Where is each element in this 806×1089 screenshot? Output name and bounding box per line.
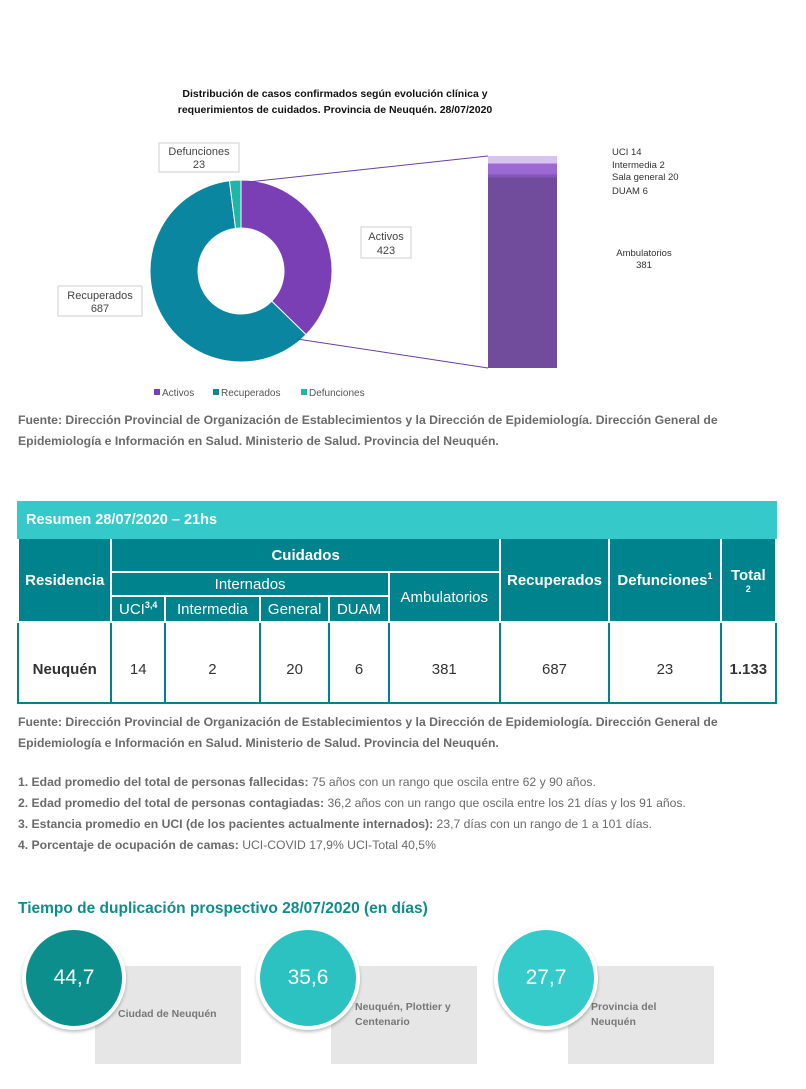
cell-intermedia: 2 — [165, 622, 260, 703]
footnote-3-text: 23,7 días con un rango de 1 a 101 días. — [433, 817, 653, 831]
footnote-3-label: 3. Estancia promedio en UCI (de los pacientes actualmente internados): — [18, 817, 434, 831]
duplication-label-provincia-line2: Neuquén — [591, 1016, 636, 1028]
summary-table — [17, 501, 777, 704]
footnote-4 — [18, 835, 738, 856]
cell-defunciones: 23 — [609, 622, 720, 703]
footnote-3 — [18, 814, 738, 835]
chart-title — [150, 86, 520, 118]
chart-title-line-2: requerimientos de cuidados. Provincia de Neuquén. 28/07/2020 — [177, 104, 493, 116]
breakdown-label-sala-general: Sala general 20 — [612, 172, 679, 183]
duplication-label-provincia-line1: Provincia del — [591, 1001, 657, 1013]
donut-chart — [0, 130, 806, 405]
duplication-value-ciudad: 44,7 — [22, 926, 126, 1030]
breakdown-label-ambulatorios: Ambulatorios — [616, 248, 672, 259]
connector-line-bottom — [297, 339, 488, 368]
label-activos-value: 423 — [376, 245, 396, 257]
header-residencia: Residencia — [18, 538, 111, 622]
label-activos-name: Activos — [368, 231, 404, 243]
breakdown-segment-sala-general — [488, 164, 557, 174]
label-defunciones-value: 23 — [192, 159, 206, 171]
breakdown-segment-duam — [488, 174, 557, 177]
label-defunciones-name: Defunciones — [168, 146, 230, 158]
chart-title-line-1: Distribución de casos confirmados según evolución clínica y — [182, 88, 488, 100]
cell-total: 1.133 — [721, 622, 776, 703]
header-defunciones — [609, 538, 720, 622]
header-duam: DUAM — [329, 596, 388, 622]
label-recuperados-name: Recuperados — [67, 290, 133, 302]
breakdown-label-duam: DUAM 6 — [612, 186, 648, 197]
footnote-1-text: 75 años con un rango que oscila entre 62 y 90 años. — [308, 775, 596, 789]
header-total-text: Total — [730, 566, 766, 584]
cell-recuperados: 687 — [500, 622, 609, 703]
footnote-2-text: 36,2 años con un rango que oscila entre los 21 días y los 91 años. — [324, 796, 686, 810]
duplication-label-provincia — [591, 1000, 656, 1030]
breakdown-segment-ambulatorios — [488, 177, 557, 368]
cell-general: 20 — [260, 622, 329, 703]
cell-uci: 14 — [111, 622, 164, 703]
footnote-4-text: UCI-COVID 17,9% UCI-Total 40,5% — [238, 838, 436, 852]
header-defunciones-text: Defunciones — [617, 572, 708, 589]
label-recuperados-value: 687 — [90, 303, 110, 315]
legend-swatch-recuperados — [213, 389, 219, 395]
duplication-title: Tiempo de duplicación prospectivo 28/07/2020 (en días) — [18, 900, 428, 917]
header-total-sub: 2 — [745, 583, 751, 594]
legend-swatch-activos — [154, 389, 160, 395]
header-defunciones-sup: 1 — [707, 571, 713, 581]
donut-slices — [150, 180, 332, 362]
header-recuperados: Recuperados — [500, 538, 609, 622]
breakdown-label-uci: UCI 14 — [612, 147, 642, 158]
duplication-label-ciudad: Ciudad de Neuquén — [118, 1008, 217, 1020]
duplication-label-plottier-line2: Centenario — [355, 1016, 410, 1028]
cell-ambulatorios: 381 — [389, 622, 500, 703]
duplication-value-provincia: 27,7 — [494, 926, 598, 1030]
legend-swatch-defunciones — [301, 389, 307, 395]
header-general: General — [260, 596, 329, 622]
legend-label-activos: Activos — [162, 388, 195, 399]
connector-line-top — [248, 156, 488, 182]
legend-label-recuperados: Recuperados — [221, 388, 281, 399]
header-total — [721, 538, 776, 622]
footnote-2 — [18, 793, 738, 814]
source-note-chart: Fuente: Dirección Provincial de Organización de Establecimientos y la Dirección de Epidemiología. Dirección General de Epidemiología e Información en Salud. Ministerio de Salud. Provincia del Neuquén. — [18, 413, 718, 448]
cell-residencia: Neuquén — [18, 622, 111, 703]
cell-duam: 6 — [329, 622, 388, 703]
breakdown-label-intermedia: Intermedia 2 — [612, 160, 665, 171]
duplication-label-plottier — [355, 1000, 451, 1030]
breakdown-segment-uci — [488, 156, 557, 163]
activos-breakdown-bar — [488, 156, 557, 368]
header-internados: Internados — [111, 572, 388, 596]
footnote-1 — [18, 772, 738, 793]
header-intermedia: Intermedia — [165, 596, 260, 622]
footnote-1-label: 1. Edad promedio del total de personas fallecidas: — [18, 775, 309, 789]
table-title: Resumen 28/07/2020 – 21hs — [18, 502, 776, 538]
footnote-2-label: 2. Edad promedio del total de personas contagiadas: — [18, 796, 325, 810]
duplication-value-plottier: 35,6 — [256, 926, 360, 1030]
breakdown-segment-intermedia — [488, 163, 557, 164]
breakdown-value-ambulatorios: 381 — [636, 260, 652, 271]
duplication-label-plottier-line1: Neuquén, Plottier y — [355, 1001, 451, 1013]
footnotes — [18, 772, 738, 856]
header-uci — [111, 596, 164, 622]
header-uci-sup: 3,4 — [144, 600, 158, 610]
footnote-4-label: 4. Porcentaje de ocupación de camas: — [18, 838, 239, 852]
header-uci-text: UCI — [119, 601, 145, 618]
table-row — [18, 622, 776, 703]
legend-label-defunciones: Defunciones — [309, 388, 365, 399]
source-note-table: Fuente: Dirección Provincial de Organización de Establecimientos y la Dirección de Epidemiología. Dirección General de Epidemiología e Información en Salud. Ministerio de Salud. Provincia del Neuquén. — [18, 715, 718, 750]
header-cuidados: Cuidados — [111, 538, 499, 572]
header-ambulatorios: Ambulatorios — [389, 572, 500, 622]
